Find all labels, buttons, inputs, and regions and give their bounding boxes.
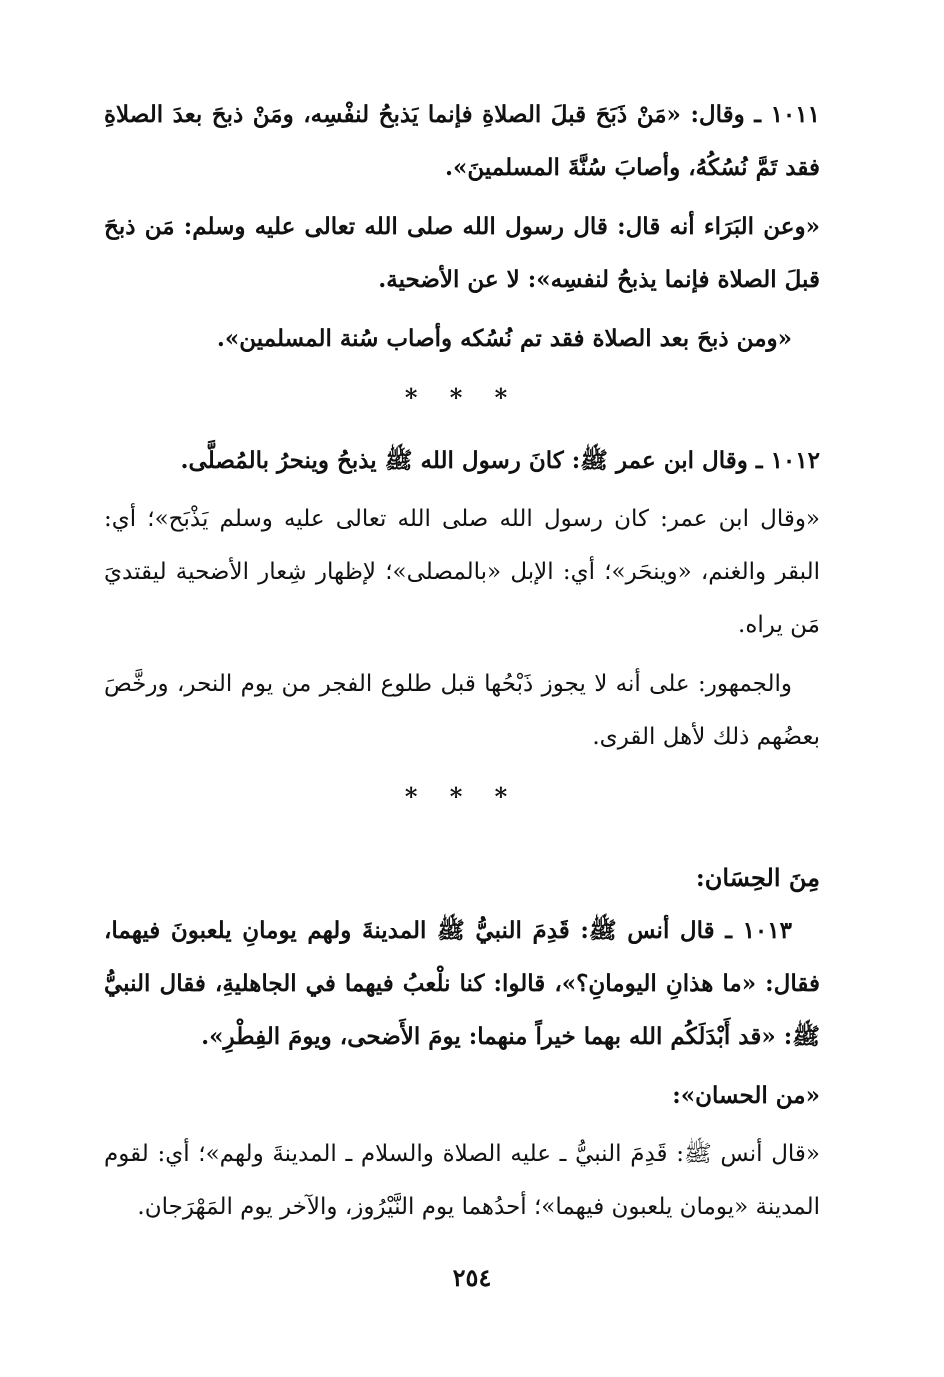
- page-body: [104, 88, 820, 1234]
- section-separator: * * *: [404, 782, 520, 811]
- commentary-1013: «قال أنس ﷺ: قَدِمَ النبيُّ ـ عليه الصلاة والسلام ـ المدينةَ ولهم»؛ أي: لقوم المدينة «يومان يلعبون فيهما»؛ أحدُهما يوم النَّيْرُوز، والآخر يوم المَهْرَجان.: [104, 1141, 820, 1220]
- hadith-1012: ١٠١٢ ـ وقال ابن عمر ﷺ: كانَ رسول الله ﷺ يذبحُ وينحرُ بالمُصلَّى.: [180, 447, 820, 474]
- commentary-1012-b: والجمهور: على أنه لا يجوز ذَبْحُها قبل طلوع الفجر من يوم النحر، ورخَّصَ بعضُهم ذلك لأهل القرى.: [104, 671, 820, 750]
- section-heading: مِنَ الحِسَان:: [695, 863, 820, 892]
- hadith-1013: ١٠١٣ ـ قال أنس ﷺ: قَدِمَ النبيُّ ﷺ المدينةَ ولهم يومانِ يلعبونَ فيهما، فقال: «ما هذانِ اليومانِ؟»، قالوا: كنا نلْعبُ فيهما في الجاهليةِ، فقال النبيُّ ﷺ: «قد أَبْدَلَكُم الله بهما خيراً منهما: يومَ الأَضحى، ويومَ الفِطْرِ».: [104, 917, 820, 1050]
- hadith-1011: ١٠١١ ـ وقال: «مَنْ ذَبَحَ قبلَ الصلاةِ فإنما يَذبحُ لنفْسِه، ومَنْ ذبحَ بعدَ الصلاةِ فقد تَمَّ نُسُكُهُ، وأصابَ سُنَّةَ المسلمينَ».: [104, 101, 820, 181]
- page-number: ٢٥٤: [452, 1263, 492, 1292]
- section-separator: * * *: [404, 383, 520, 412]
- commentary-1011-b: «ومن ذبحَ بعد الصلاة فقد تم نُسُكه وأصاب سُنة المسلمين».: [216, 325, 792, 352]
- commentary-1012-a: «وقال ابن عمر: كان رسول الله صلى الله تعالى عليه وسلم يَذْبَح»؛ أي: البقر والغنم، «وينحَر»؛ أي: الإبل «بالمصلى»؛ لإظهار شِعار الأضحية ليقتديَ مَن يراه.: [104, 506, 820, 638]
- commentary-1011-a: «وعن البَرَاء أنه قال: قال رسول الله صلى الله تعالى عليه وسلم: مَن ذبحَ قبلَ الصلاة فإنما يذبحُ لنفسِه»: لا عن الأضحية.: [104, 213, 820, 293]
- commentary-heading: «من الحسان»:: [672, 1082, 820, 1109]
